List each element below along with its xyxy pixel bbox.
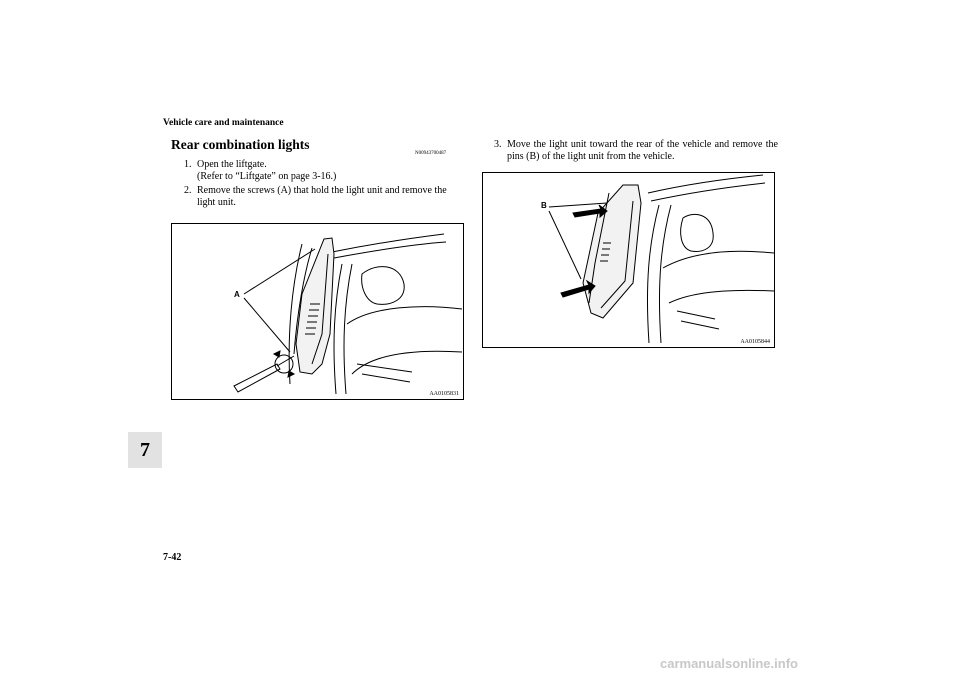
page-number: 7-42 [163, 552, 182, 563]
figure-code: AA0105844 [740, 339, 770, 345]
step-text: Open the liftgate. [197, 159, 267, 170]
watermark: carmanualsonline.info [660, 656, 798, 671]
step-number: 3. [494, 139, 502, 150]
step-number: 2. [184, 185, 192, 196]
callout-label: B [541, 201, 547, 210]
figure-code: AA0105831 [429, 391, 459, 397]
figure-remove-screws [171, 223, 464, 400]
step-text: Move the light unit toward the rear of the vehicle and remove the pins (B) of the light unit from the vehicle. [507, 139, 778, 162]
callout-label: A [234, 290, 240, 299]
figure-remove-pins [482, 172, 775, 348]
steps-list-right [494, 139, 778, 165]
step-number: 1. [184, 159, 192, 170]
page-title: Rear combination lights [171, 137, 310, 152]
doc-code: N00943700487 [415, 151, 447, 156]
list-item [184, 185, 464, 209]
section-header: Vehicle care and maintenance [163, 118, 284, 128]
chapter-tab: 7 [128, 432, 162, 468]
list-item [184, 159, 464, 183]
step-text: Remove the screws (A) that hold the light unit and remove the light unit. [197, 185, 447, 208]
figure-illustration [483, 173, 774, 347]
steps-list-left [184, 159, 464, 211]
list-item [494, 139, 778, 163]
step-subtext: (Refer to “Liftgate” on page 3-16.) [197, 171, 337, 182]
figure-illustration [172, 224, 463, 399]
